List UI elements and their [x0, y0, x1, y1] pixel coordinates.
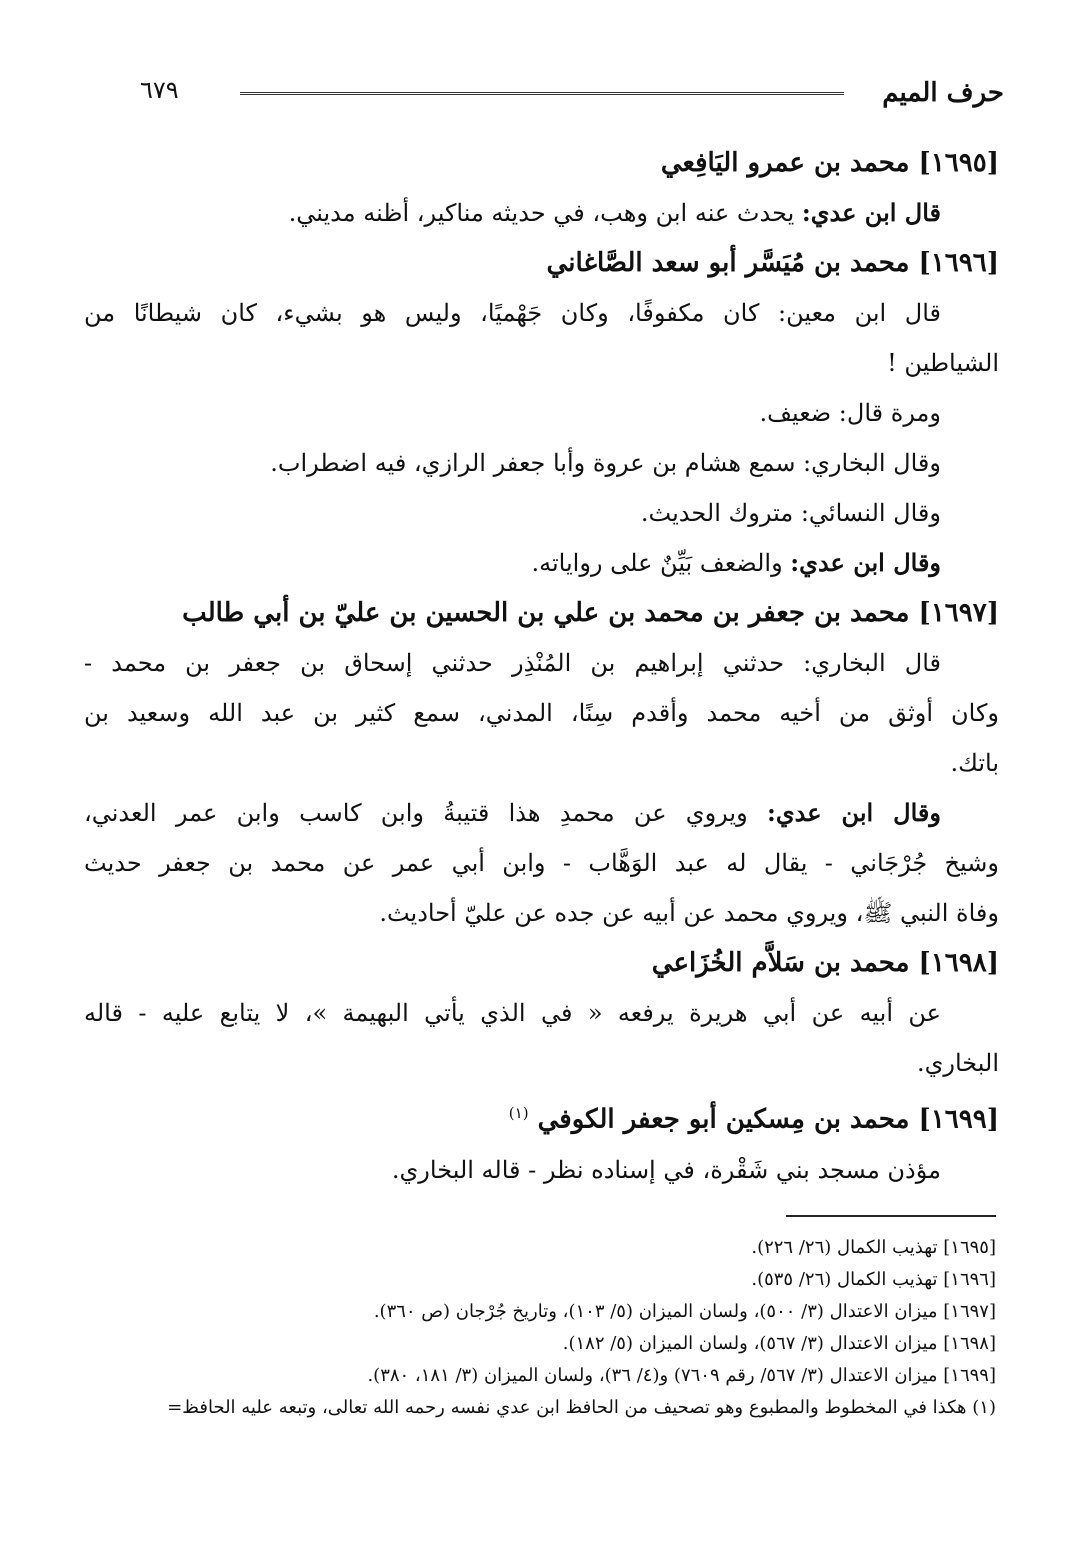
footnote: (١) هكذا في المخطوط والمطبوع وهو تصحيف من الحافظ ابن عدي نفسه رحمه الله تعالى، وتبعه عليه الحافظ=: [167, 1397, 996, 1418]
entry-paragraph: عن أبيه عن أبي هريرة يرفعه « في الذي يأتي البهيمة »، لا يتابع عليه - قاله: [84, 999, 941, 1027]
footnote-separator: [786, 1215, 996, 1217]
entry-paragraph: مؤذن مسجد بني شَقْرة، في إسناده نظر - قاله البخاري.: [391, 1155, 941, 1184]
entry-name: محمد بن عمرو اليَافِعي: [660, 148, 910, 178]
entry-heading-1698: [84, 938, 999, 988]
chapter-title: حرف الميم: [882, 78, 1004, 108]
entry-paragraph-line: باتك.: [950, 749, 999, 777]
entry-paragraph-line: وشيخ جُرْجَاني - يقال له عبد الوَهَّاب - وابن أبي عمر عن محمد بن جعفر حديث: [84, 849, 999, 877]
header-rule: [240, 92, 844, 95]
entry-number: [١٦٩٩]: [918, 1104, 999, 1135]
footnote: [١٦٩٧] ميزان الاعتدال (٣/ ٥٠٠)، ولسان الميزان (٥/ ١٠٣)، وتاريخ جُرْجان (ص ٣٦٠).: [373, 1301, 996, 1322]
paragraph-text: يحدث عنه ابن وهب، في حديثه مناكير، أظنه مديني.: [288, 199, 802, 227]
entry-paragraph-continuation: الشياطين !: [887, 349, 999, 377]
entry-paragraph: [84, 538, 999, 588]
entry-number: [١٦٩٥]: [918, 148, 999, 178]
page-number: ٦٧٩: [140, 76, 179, 104]
footnote: [١٦٩٦] تهذيب الكمال (٢٦/ ٥٣٥).: [751, 1269, 996, 1290]
entry-paragraph: وقال النسائي: متروك الحديث.: [640, 499, 941, 527]
footnote-reference: (١): [508, 1104, 529, 1122]
entry-heading-1696: [84, 238, 999, 288]
footnote: [١٦٩٨] ميزان الاعتدال (٣/ ٥٦٧)، ولسان الميزان (٥/ ١٨٢).: [562, 1333, 996, 1354]
entry-paragraph-line: وفاة النبي ﷺ، ويروي محمد عن أبيه عن جده عن عليّ أحاديث.: [379, 899, 999, 927]
entry-paragraph: قال البخاري: حدثني إبراهيم بن المُنْذِر حدثني إسحاق بن جعفر بن محمد -: [84, 649, 941, 677]
entry-paragraph-line: البخاري.: [916, 1049, 999, 1077]
speaker-label: قال ابن عدي:: [801, 198, 941, 227]
entry-number: [١٦٩٦]: [918, 248, 999, 278]
footnote: [١٦٩٥] تهذيب الكمال (٢٦/ ٢٢٦).: [751, 1237, 996, 1258]
running-head: [140, 70, 1004, 110]
speaker-label: وقال ابن عدي:: [790, 548, 941, 577]
entry-paragraph-line: وكان أوثق من أخيه محمد وأقدم سِنًا، المدني، سمع كثير بن عبد الله وسعيد بن: [84, 699, 999, 727]
footnote: [١٦٩٩] ميزان الاعتدال (٣/ ٥٦٧/ رقم ٧٦٠٩) و(٤/ ٣٦)، ولسان الميزان (٣/ ١٨١، ٣٨٠).: [367, 1365, 996, 1386]
main-text: [84, 138, 999, 1195]
entry-name: محمد بن جعفر بن محمد بن علي بن الحسين بن عليّ بن أبي طالب: [182, 598, 910, 628]
entry-heading-1699: [84, 1088, 999, 1145]
footnotes: [91, 1232, 996, 1424]
entry-number: [١٦٩٧]: [918, 598, 999, 628]
entry-name: محمد بن سَلاَّم الخُزَاعي: [651, 948, 910, 978]
entry-paragraph: وقال البخاري: سمع هشام بن عروة وأبا جعفر الرازي، فيه اضطراب.: [270, 449, 941, 477]
speaker-label: وقال ابن عدي:: [766, 798, 941, 827]
entry-name: محمد بن مِسكين أبو جعفر الكوفي: [537, 1104, 910, 1135]
paragraph-text: والضعف بَيِّنٌ على رواياته.: [531, 549, 791, 577]
entry-paragraph: ومرة قال: ضعيف.: [759, 399, 941, 427]
entry-paragraph: [84, 788, 999, 838]
entry-paragraph: [84, 188, 999, 238]
entry-paragraph: قال ابن معين: كان مكفوفًا، وكان جَهْميًا، وليس هو بشيء، كان شيطانًا من: [84, 299, 941, 327]
entry-name: محمد بن مُيَسَّر أبو سعد الصَّاغاني: [546, 248, 910, 278]
paragraph-text: ويروي عن محمدِ هذا قتيبةُ وابن كاسب وابن عمر العدني،: [84, 799, 767, 827]
entry-heading-1695: [84, 138, 999, 188]
entry-number: [١٦٩٨]: [918, 948, 999, 978]
entry-heading-1697: [84, 588, 999, 638]
